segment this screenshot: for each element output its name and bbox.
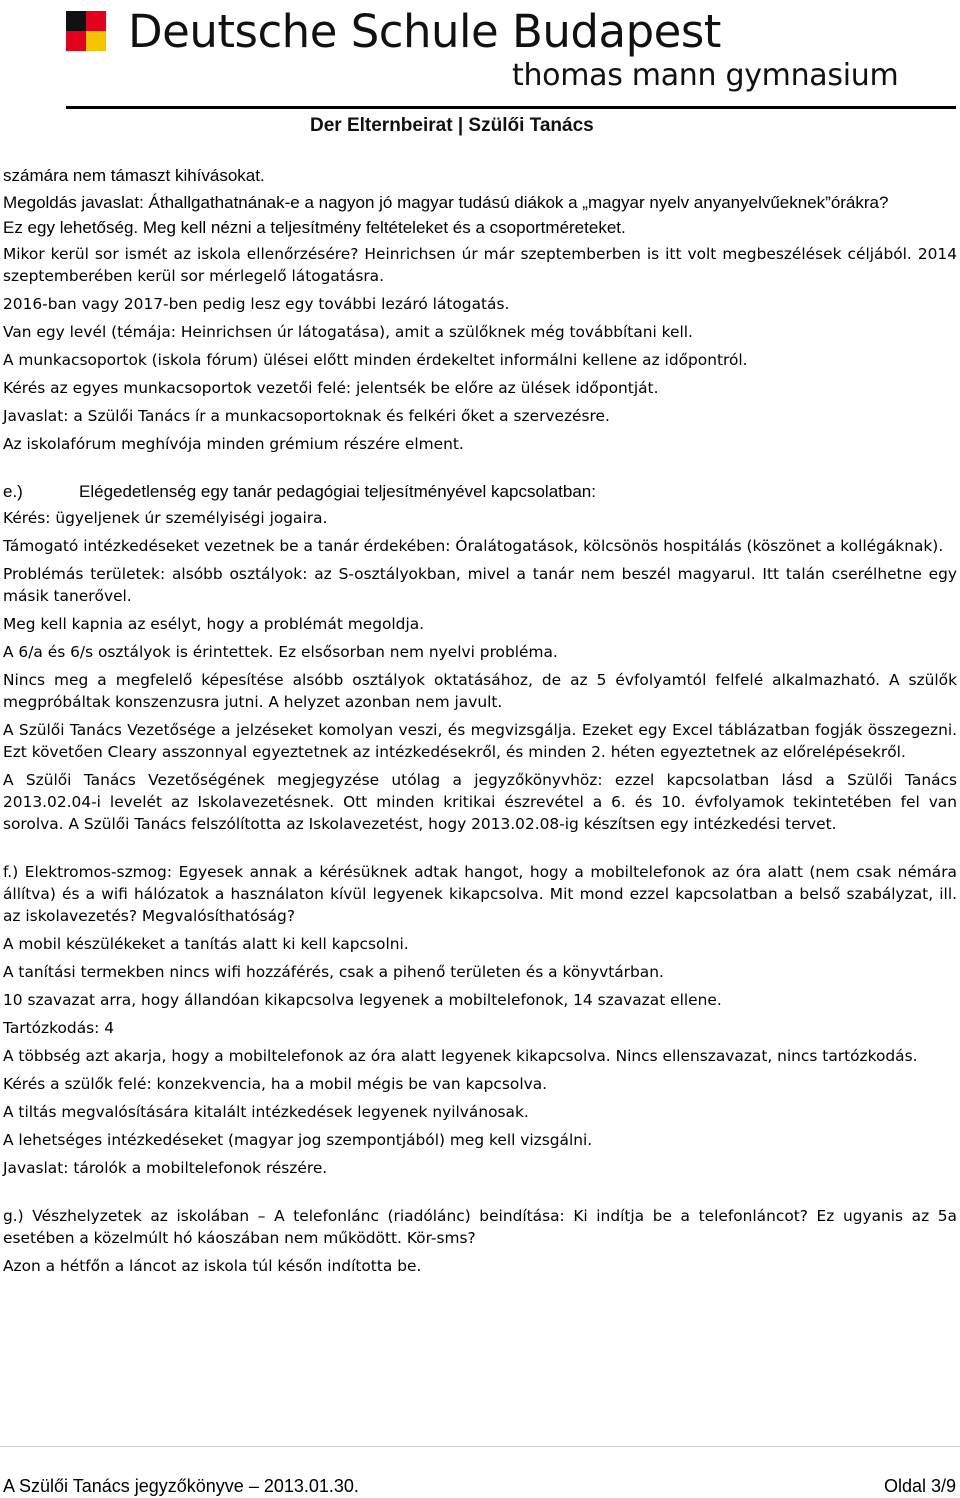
paragraph: Megoldás javaslat: Áthallgathatnának-e a nagyon jó magyar tudású diákok a „magyar nyelv anyanyelvűeknek”órákra?: [3, 193, 889, 212]
logo-square-red-bottom: [66, 31, 86, 51]
paragraph: Kérés az egyes munkacsoportok vezetői felé: jelentsék be előre az ülések időpontját.: [3, 379, 659, 397]
paragraph: Mikor kerül sor ismét az iskola ellenőrzésére? Heinrichsen úr már szeptemberben is itt volt megbeszélések céljából. 2014 szeptemberében kerül sor mérlegelő látogatásra.: [3, 245, 957, 285]
paragraph: Ez egy lehetőség. Meg kell nézni a teljesítmény feltételeket és a csoportméreteket.: [3, 218, 626, 237]
logo-square-black: [66, 11, 86, 31]
section-e-label: e.): [3, 482, 23, 501]
logo-square-yellow: [86, 31, 106, 51]
paragraph: f.) Elektromos-szmog: Egyesek annak a kérésüknek adtak hangot, hogy a mobiltelefonok az óra alatt (nem csak némára állítva) és a wifi hálózatok a használaton kívül legyenek kikapcsolva. Mit mond ezzel kapcsolatban a belső szabályzat, ill. az iskolavezetés? Megvalósíthatóság?: [3, 863, 957, 925]
paragraph: 10 szavazat arra, hogy állandóan kikapcsolva legyenek a mobiltelefonok, 14 szavazat ellene.: [3, 991, 722, 1009]
page-number: Oldal 3/9: [883, 1476, 956, 1496]
paragraph: A munkacsoportok (iskola fórum) ülései előtt minden érdekeltet informálni kellene az időpontról.: [3, 351, 748, 369]
paragraph: Meg kell kapnia az esélyt, hogy a problémát megoldja.: [3, 615, 425, 633]
school-name: Deutsche Schule Budapest: [128, 5, 721, 58]
paragraph: A többség azt akarja, hogy a mobiltelefonok az óra alatt legyenek kikapcsolva. Nincs ellenszavazat, nincs tartózkodás.: [3, 1047, 918, 1065]
paragraph: Támogató intézkedéseket vezetnek be a tanár érdekében: Óralátogatások, kölcsönös hospitálás (köszönet a kollégáknak).: [3, 537, 944, 555]
section-title: Der Elternbeirat | Szülői Tanács: [310, 115, 594, 136]
footer-divider: [0, 1446, 960, 1447]
paragraph: 2016-ban vagy 2017-ben pedig lesz egy további lezáró látogatás.: [3, 295, 510, 313]
section-e-heading: [3, 481, 957, 503]
paragraph: A tiltás megvalósítására kitalált intézkedések legyenek nyilvánosak.: [3, 1103, 529, 1121]
paragraph: számára nem támaszt kihívásokat.: [3, 166, 265, 185]
page-header: [0, 0, 960, 140]
paragraph: Kérés: ügyeljenek úr személyiségi jogaira.: [3, 509, 328, 527]
paragraph: Problémás területek: alsóbb osztályok: az S-osztályokban, mivel a tanár nem beszél magyarul. Itt talán cserélhetne egy másik tanerővel.: [3, 565, 957, 605]
footer-document-title: A Szülői Tanács jegyzőkönyve – 2013.01.30.: [3, 1476, 359, 1496]
paragraph: Tartózkodás: 4: [3, 1019, 115, 1037]
header-divider: [66, 106, 956, 109]
paragraph: A Szülői Tanács Vezetőségének megjegyzése utólag a jegyzőkönyvhöz: ezzel kapcsolatban lásd a Szülői Tanács 2013.02.04-i levelét az Iskolavezetésnek. Ott minden kritikai észrevétel a 6. és 10. évfolyamok tekintetében fel van sorolva. A Szülői Tanács felszólította az Iskolavezetést, hogy 2013.02.08-ig készítsen egy intézkedési tervet.: [3, 771, 957, 833]
paragraph: A 6/a és 6/s osztályok is érintettek. Ez elsősorban nem nyelvi probléma.: [3, 643, 558, 661]
paragraph: Nincs meg a megfelelő képesítése alsóbb osztályok oktatásához, de az 5 évfolyamtól felfelé alkalmazható. A szülők megpróbáltak konszenzusra jutni. A helyzet azonban nem javult.: [3, 671, 957, 711]
paragraph: Javaslat: a Szülői Tanács ír a munkacsoportoknak és felkéri őket a szervezésre.: [3, 407, 610, 425]
school-logo: [66, 11, 106, 51]
paragraph: Van egy levél (témája: Heinrichsen úr látogatása), amit a szülőknek még továbbítani kell.: [3, 323, 693, 341]
paragraph: A mobil készülékeket a tanítás alatt ki kell kapcsolni.: [3, 935, 409, 953]
section-e-title: Elégedetlenség egy tanár pedagógiai teljesítményével kapcsolatban:: [79, 482, 596, 501]
paragraph: g.) Vészhelyzetek az iskolában – A telefonlánc (riadólánc) beindítása: Ki indítja be a telefonláncot? Ez ugyanis az 5a esetében a közelmúlt hó káoszában nem működött. Kör-sms?: [3, 1207, 957, 1247]
paragraph: Kérés a szülők felé: konzekvencia, ha a mobil mégis be van kapcsolva.: [3, 1075, 548, 1093]
paragraph: Az iskolafórum meghívója minden grémium részére elment.: [3, 435, 464, 453]
document-body: [3, 165, 957, 1277]
paragraph: A lehetséges intézkedéseket (magyar jog szempontjából) meg kell vizsgálni.: [3, 1131, 593, 1149]
paragraph: A Szülői Tanács Vezetősége a jelzéseket komolyan veszi, és megvizsgálja. Ezeket egy Excel táblázatban fogják összegezni. Ezt követően Cleary asszonnyal egyeztetnek az intézkedésekről, és minden 2. héten egyeztetnek az előrelépésekről.: [3, 721, 957, 761]
paragraph: A tanítási termekben nincs wifi hozzáférés, csak a pihenő területen és a könyvtárban.: [3, 963, 664, 981]
logo-square-red-top: [86, 11, 106, 31]
paragraph: Javaslat: tárolók a mobiltelefonok részére.: [3, 1159, 328, 1177]
school-subtitle: thomas mann gymnasium: [512, 58, 899, 93]
paragraph: Azon a hétfőn a láncot az iskola túl későn indította be.: [3, 1257, 422, 1275]
